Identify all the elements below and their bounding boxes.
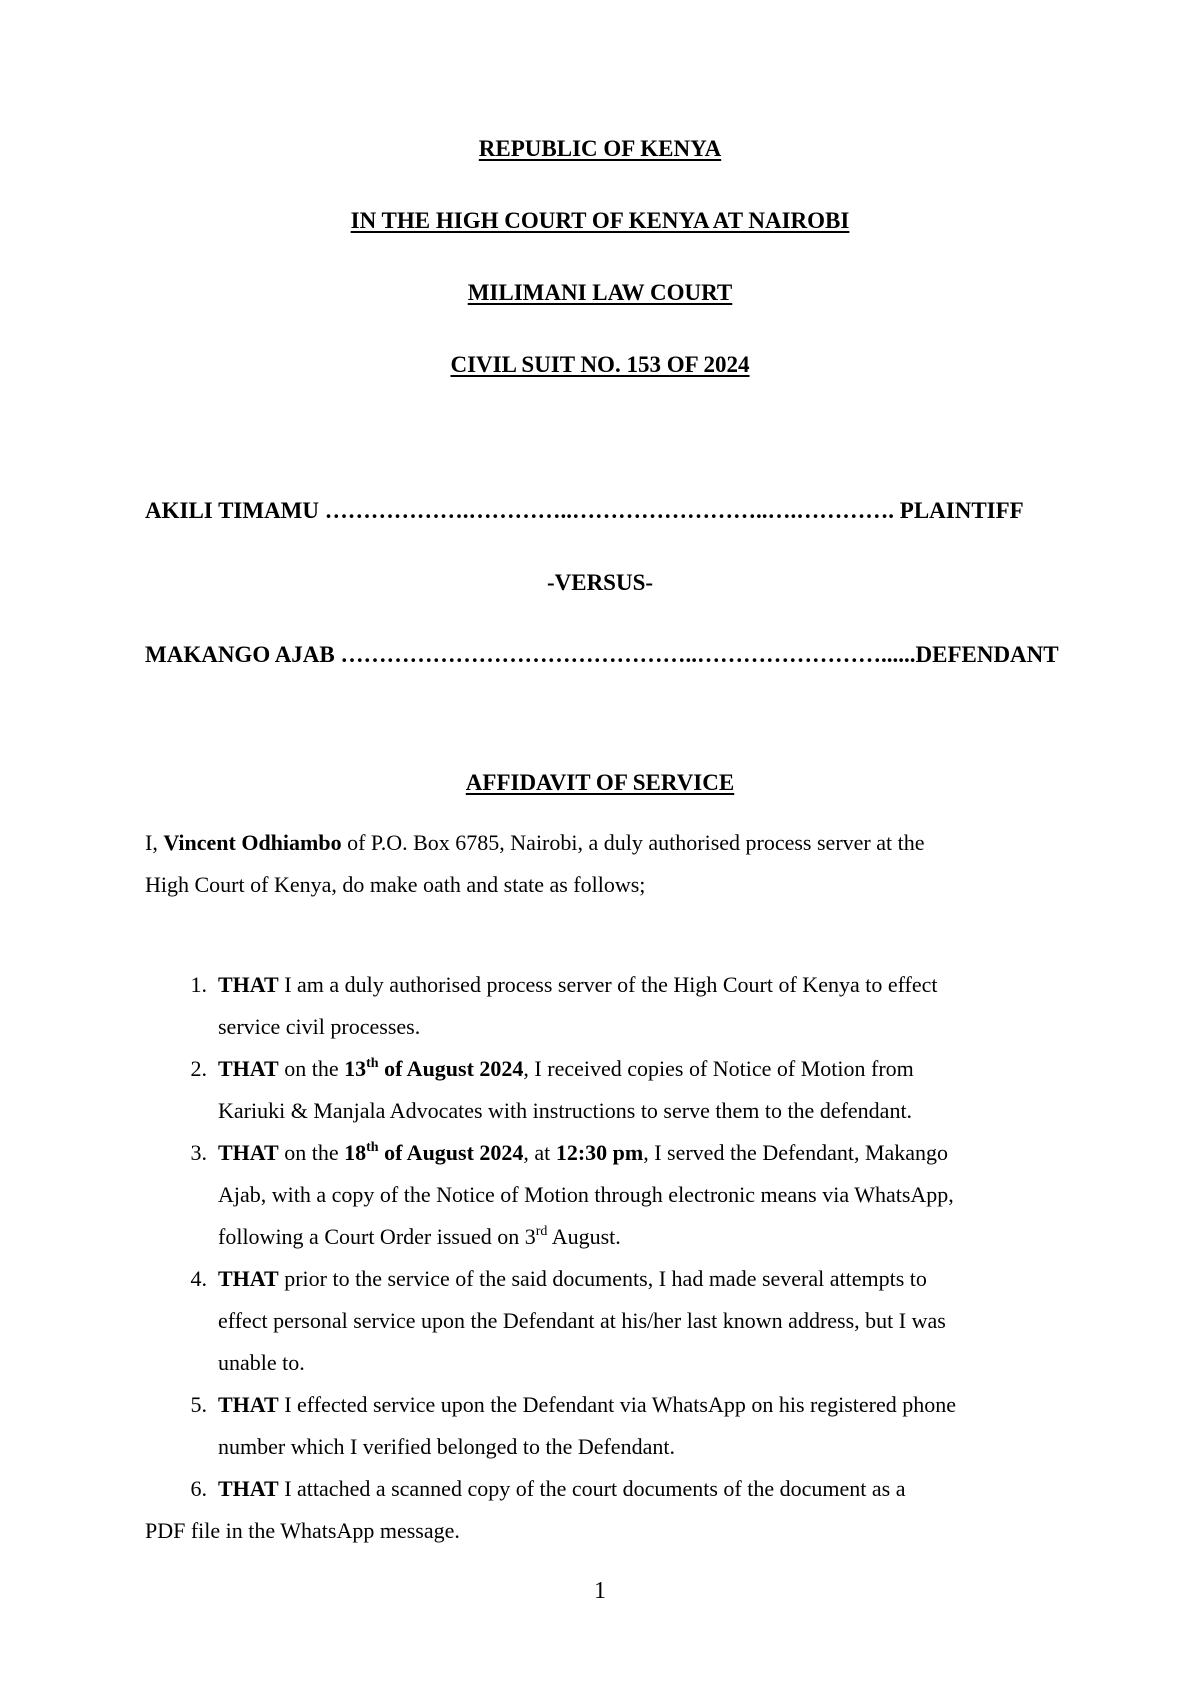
date-rest: of August 2024 [378, 1056, 524, 1081]
heading-law-court: MILIMANI LAW COURT [467, 280, 733, 305]
heading-republic: REPUBLIC OF KENYA [478, 136, 722, 161]
plaintiff-role: PLAINTIFF [899, 498, 1024, 523]
intro-line-1-rest: of P.O. Box 6785, Nairobi, a duly authorised process server at the [341, 830, 925, 855]
item-text: effect personal service upon the Defendant at his/her last known address, but I was [218, 1308, 946, 1333]
plaintiff-line [145, 498, 1024, 524]
date-suffix: rd [535, 1224, 548, 1239]
plaintiff-dots: ……………….…………..……………………..….…………. [324, 498, 895, 523]
item-text: , I received copies of Notice of Motion from [523, 1056, 914, 1081]
item-lead: THAT [218, 1266, 279, 1291]
list-item [145, 1468, 1065, 1552]
intro-prefix: I, [145, 830, 164, 855]
date-rest: of August 2024 [378, 1140, 524, 1165]
defendant-line [145, 642, 1059, 668]
list-item [145, 1258, 1065, 1384]
item-lead: THAT [218, 1140, 279, 1165]
item-number: 3. [190, 1140, 207, 1165]
affidavit-title: AFFIDAVIT OF SERVICE [465, 770, 735, 795]
item-lead: THAT [218, 1392, 279, 1417]
item-number: 2. [190, 1056, 207, 1081]
defendant-name: MAKANGO AJAB [145, 642, 335, 667]
item-text: prior to the service of the said documents, I had made several attempts to [278, 1266, 927, 1291]
item-date [344, 1056, 523, 1081]
page-number: 1 [594, 1578, 606, 1604]
item-date [344, 1140, 523, 1165]
item-text: Kariuki & Manjala Advocates with instructions to serve them to the defendant. [218, 1098, 913, 1123]
item-lead: THAT [218, 1476, 279, 1501]
item-text: on the [278, 1140, 345, 1165]
item-text: August. [547, 1224, 621, 1249]
intro-line-1 [145, 822, 1045, 864]
item-text: I effected service upon the Defendant via WhatsApp on his registered phone [278, 1392, 957, 1417]
item-text: on the [278, 1056, 345, 1081]
item-text: I am a duly authorised process server of the High Court of Kenya to effect [278, 972, 938, 997]
list-item [145, 1048, 1065, 1132]
date-suffix: th [366, 1056, 379, 1071]
item-number: 6. [190, 1476, 207, 1501]
item-number: 5. [190, 1392, 207, 1417]
item-text: I attached a scanned copy of the court documents of the document as a [278, 1476, 906, 1501]
item-text: , I served the Defendant, Makango [643, 1140, 949, 1165]
deponent-name: Vincent Odhiambo [163, 830, 342, 855]
heading-suit-number: CIVIL SUIT NO. 153 OF 2024 [450, 352, 750, 377]
item-text: following a Court Order issued on 3 [218, 1224, 536, 1249]
item-lead: THAT [218, 1056, 279, 1081]
plaintiff-name: AKILI TIMAMU [145, 498, 320, 523]
item-time: 12:30 pm [555, 1140, 644, 1165]
date-suffix: th [366, 1140, 379, 1155]
item-text: number which I verified belonged to the Defendant. [218, 1434, 675, 1459]
item-text: , at [523, 1140, 556, 1165]
date-day: 18 [344, 1140, 367, 1165]
item-number: 4. [190, 1266, 207, 1291]
heading-court: IN THE HIGH COURT OF KENYA AT NAIROBI [350, 208, 850, 233]
intro-line-2: High Court of Kenya, do make oath and state as follows; [145, 872, 646, 897]
list-item [145, 1132, 1065, 1258]
item-text: Ajab, with a copy of the Notice of Motion through electronic means via WhatsApp, [218, 1182, 954, 1207]
affidavit-clauses [145, 964, 1065, 1552]
list-item [145, 1384, 1065, 1468]
item-text: service civil processes. [218, 1014, 421, 1039]
intro-paragraph [145, 822, 1045, 906]
defendant-role: DEFENDANT [915, 642, 1059, 667]
item-lead: THAT [218, 972, 279, 997]
item-text: PDF file in the WhatsApp message. [145, 1518, 460, 1543]
date-day: 13 [344, 1056, 367, 1081]
item-text: unable to. [218, 1350, 305, 1375]
defendant-dots: ………………………………………..……………………...... [340, 642, 916, 667]
list-item [145, 964, 1065, 1048]
item-number: 1. [190, 972, 207, 997]
versus-label: -VERSUS- [546, 570, 654, 595]
